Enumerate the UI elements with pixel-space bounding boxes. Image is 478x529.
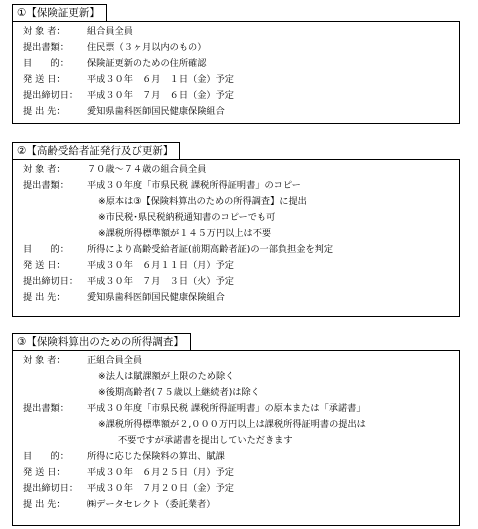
- line-deadline: 提出締切日： 平成３０年 ７月２０日（金）予定: [23, 483, 234, 494]
- line-note-continued: 不要ですが承諾書を提出していただきます: [118, 435, 293, 446]
- line-documents: 提出書類： 平成３０年度「市県民税 課税所得証明書」のコピー: [23, 180, 301, 191]
- section-title: ①【保険証更新】: [12, 4, 107, 22]
- line-deadline: 提出締切日： 平成３０年 ７月 ３日（火）予定: [23, 276, 234, 287]
- line-note: ※課税所得標準額が１４５万円以上は不要: [98, 228, 272, 239]
- line-note: ※原本は③【保険料算出のための所得調査】に提出: [98, 196, 307, 207]
- line-documents: 提出書類： 平成３０年度「市県民税 課税所得証明書」の原本または「承諾書」: [23, 403, 366, 414]
- line-send-date: 発 送 日： 平成３０年 ６月 １日（金）予定: [23, 74, 234, 85]
- section-title: ③【保険料算出のための所得調査】: [12, 333, 191, 351]
- line-target: 対 象 者： 組合員全員: [23, 26, 133, 37]
- line-send-date: 発 送 日： 平成３０年 ６月２５日（月）予定: [23, 467, 234, 478]
- section-title: ②【高齢受給者証発行及び更新】: [12, 142, 180, 160]
- line-submit-to: 提 出 先： ㈱データセレクト（委託業者）: [23, 499, 216, 510]
- line-note: ※法人は賦課額が上限のため除く: [98, 371, 235, 382]
- line-purpose: 目 的： 所得により高齢受給者証(前期高齢者証)の一部負担金を判定: [23, 244, 334, 255]
- line-target: 対 象 者： 正組合員全員: [23, 355, 143, 366]
- line-purpose: 目 的： 保険証更新のための住所確認: [23, 58, 207, 69]
- line-note: ※市民税･県民税納税通知書のコピーでも可: [98, 212, 276, 223]
- line-send-date: 発 送 日： 平成３０年 ６月１１日（月）予定: [23, 260, 234, 271]
- line-note: ※後期高齢者(７５歳以上継続者)は除く: [98, 387, 260, 398]
- section-insurance-card-renewal: [12, 4, 460, 124]
- line-submit-to: 提 出 先： 愛知県歯科医師国民健康保険組合: [23, 292, 225, 303]
- line-purpose: 目 的： 所得に応じた保険料の算出、賦課: [23, 451, 225, 462]
- section-box: [12, 159, 460, 317]
- line-target: 対 象 者： ７０歳～７４歳の組合員全員: [23, 164, 207, 175]
- section-box: [12, 350, 460, 526]
- section-income-survey: [12, 333, 460, 527]
- line-note: ※課税所得標準額が２,０００万円以上は課税所得証明書の提出は: [98, 419, 366, 430]
- line-submit-to: 提 出 先： 愛知県歯科医師国民健康保険組合: [23, 106, 225, 117]
- section-elderly-certificate: [12, 142, 460, 314]
- line-deadline: 提出締切日： 平成３０年 ７月 ６日（金）予定: [23, 90, 234, 101]
- section-box: [12, 21, 460, 124]
- line-documents: 提出書類： 住民票（３ヶ月以内のもの）: [23, 42, 207, 53]
